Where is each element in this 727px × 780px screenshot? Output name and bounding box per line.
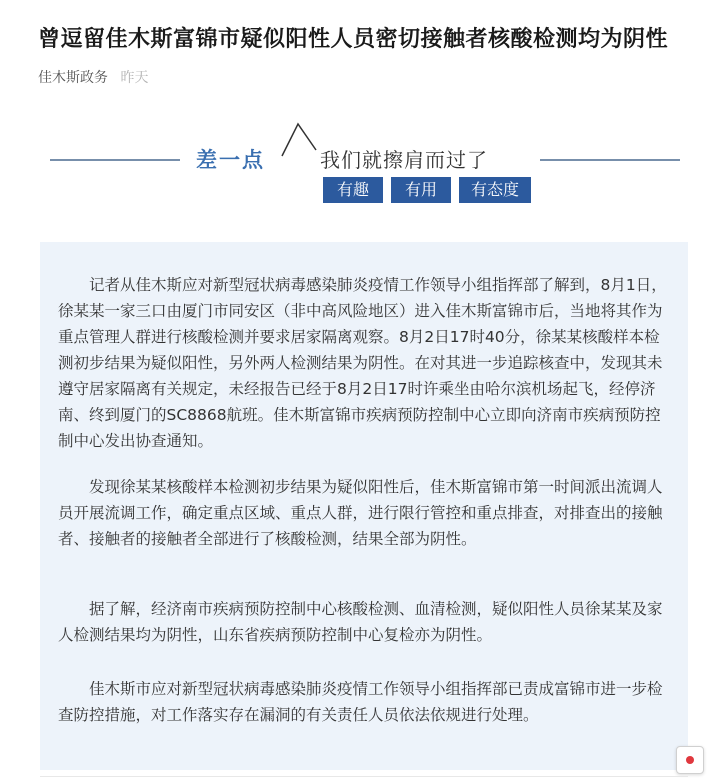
tag-interesting: 有趣 (323, 177, 383, 203)
header-banner (0, 110, 727, 220)
article-meta (38, 67, 148, 89)
article-time: 昨天 (120, 70, 149, 86)
tag-useful: 有用 (391, 177, 451, 203)
floating-action-button[interactable] (676, 746, 704, 774)
article-paragraph: 发现徐某某核酸样本检测初步结果为疑似阳性后，佳木斯富锦市第一时间派出流调人员开展流调工作，确定重点区域、重点人群，进行限行管控和重点排查，对排查出的接触者、接触者的接触者全部进行了核酸检测，结果全部为阴性。 (58, 478, 663, 548)
article-paragraph: 记者从佳木斯应对新型冠状病毒感染肺炎疫情工作领导小组指挥部了解到，8月1日，徐某某一家三口由厦门市同安区（非中高风险地区）进入佳木斯富锦市后，当地将其作为重点管理人群进行核酸检测并要求居家隔离观察。8月2日17时40分，徐某某核酸样本检测初步结果为疑似阳性，另外两人检测结果为阴性。在对其进一步追踪核查中，发现其未遵守居家隔离有关规定，未经报告已经于8月2日17时许乘坐由哈尔滨机场起飞，经停济南、终到厦门的SC8868航班。佳木斯富锦市疾病预防控制中心立即向济南市疾病预防控制中心发出协查通知。 (58, 276, 667, 450)
banner-right-text: 我们就擦肩而过了 (320, 148, 488, 172)
medical-kit-icon (686, 756, 694, 764)
divider (40, 776, 688, 777)
article-source[interactable]: 佳木斯政务 (38, 70, 108, 86)
article-paragraph: 据了解，经济南市疾病预防控制中心核酸检测、血清检测，疑似阳性人员徐某某及家人检测结果均为阴性，山东省疾病预防控制中心复检亦为阴性。 (58, 600, 663, 644)
banner-left-text: 差一点 (196, 148, 265, 172)
article-paragraph: 佳木斯市应对新型冠状病毒感染肺炎疫情工作领导小组指挥部已责成富锦市进一步检查防控措施，对工作落实存在漏洞的有关责任人员依法依规进行处理。 (58, 680, 663, 724)
article-title: 曾逗留佳木斯富锦市疑似阳性人员密切接触者核酸检测均为阴性 (38, 27, 669, 52)
tag-attitude: 有态度 (459, 177, 531, 203)
